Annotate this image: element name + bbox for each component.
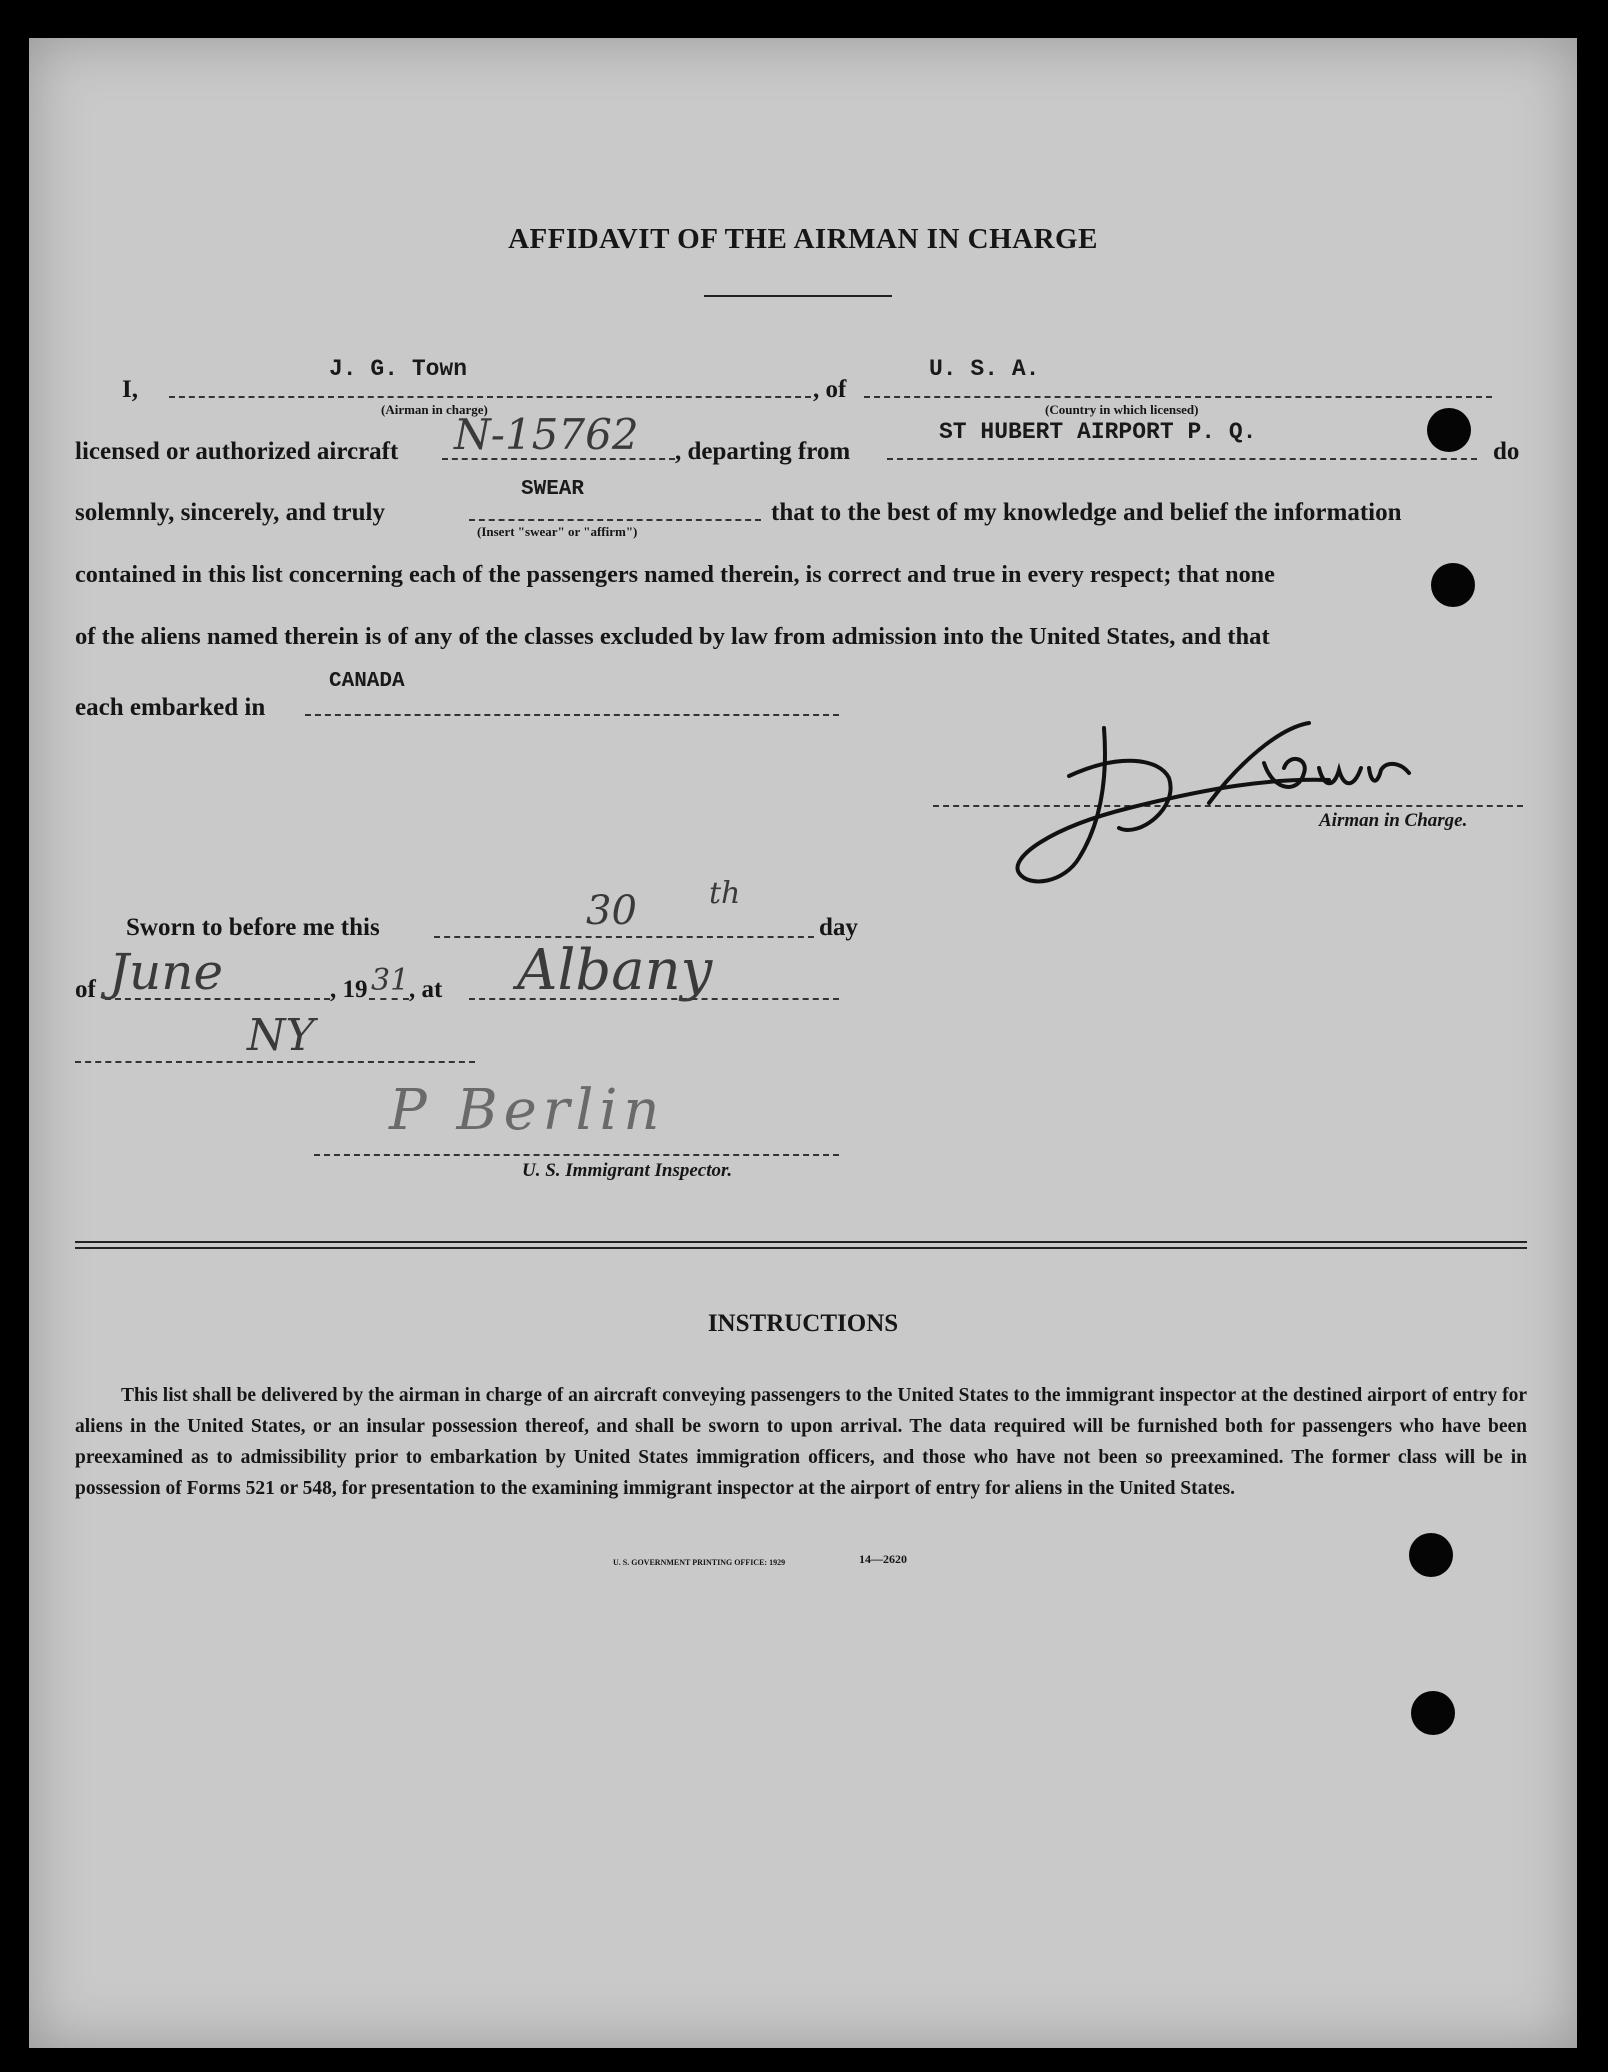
inspector-signature-line [314,1154,839,1156]
line4-text: contained in this list concerning each of the passengers named therein, is correct and true in every respect; that none [75,561,1275,588]
instructions-heading: INSTRUCTIONS [707,1310,899,1337]
airman-signature-caption: Airman in Charge. [1319,810,1468,831]
aircraft-number-handwritten: N-15762 [454,410,639,459]
sworn-day-handwritten: 30 [586,888,637,934]
country-caption: (Country in which licensed) [1045,402,1199,417]
form-number: 14—2620 [859,1552,907,1566]
instructions-text: This list shall be delivered by the airman in charge of an aircraft conveying passengers to the United States to the immigrant inspector at the destined airport of entry for aliens in the United States, or an insular possession thereof, and shall be sworn to upon arrival. The data required will be furnished both for passengers who have been preexamined as to admissibility prior to embarkation by United States immigration officers, and those who have not been so preexamined. The former class will be in possession of Forms 521 or 548, for presentation to the examining immigrant inspector at the airport of entry for aliens in the United States. [75,1385,1527,1499]
of-label: of [75,976,96,1003]
airman-name-line [169,396,811,398]
line6-prefix: each embarked in [75,694,266,721]
month-handwritten: June [109,943,224,1001]
year-line [369,998,409,1000]
sworn-day-suffix-handwritten: th [709,876,741,911]
line1-prefix: I, [122,376,138,403]
line1-of: , of [813,376,847,403]
printing-office-note: U. S. GOVERNMENT PRINTING OFFICE: 1929 [613,1558,786,1567]
extra-line [75,1061,475,1063]
line3-prefix: solemnly, sincerely, and truly [75,499,385,526]
departing-value: ST HUBERT AIRPORT P. Q. [939,419,1257,445]
place-state-handwritten: NY [247,1010,315,1061]
separator-rule [75,1241,1527,1249]
country-value: U. S. A. [929,356,1040,382]
line2-prefix: licensed or authorized aircraft [75,438,399,465]
affidavit-page [29,38,1577,2048]
airman-signature [1009,708,1429,898]
embarked-line [305,714,839,716]
inspector-caption: U. S. Immigrant Inspector. [522,1160,733,1181]
embarked-value: CANADA [329,670,405,693]
year-prefix: , 19 [330,976,368,1003]
sworn-day-word: day [819,914,858,941]
punch-hole [1431,563,1475,607]
punch-hole [1411,1691,1455,1735]
swear-line [469,519,761,521]
place-handwritten: Albany [517,938,713,1003]
airman-caption: (Airman in charge) [381,402,488,417]
airman-name-value: J. G. Town [329,356,468,382]
inspector-signature: P Berlin [389,1078,666,1143]
line2-departing: , departing from [675,438,851,465]
form-title: AFFIDAVIT OF THE AIRMAN IN CHARGE [508,223,1098,255]
swear-value: SWEAR [521,478,585,501]
year-handwritten: 31 [371,963,410,998]
line3-suffix: that to the best of my knowledge and belief the information [771,499,1402,526]
title-underline [704,295,892,297]
departing-line [887,458,1477,460]
country-line [864,396,1492,398]
at-label: , at [409,976,443,1003]
swear-caption: (Insert "swear" or "affirm") [477,524,638,539]
punch-hole [1427,408,1471,452]
sworn-prefix: Sworn to before me this [126,914,380,941]
line2-tail: do [1493,438,1520,465]
line5-text: of the aliens named therein is of any of the classes excluded by law from admission into the United States, and that [75,623,1270,650]
punch-hole [1409,1533,1453,1577]
